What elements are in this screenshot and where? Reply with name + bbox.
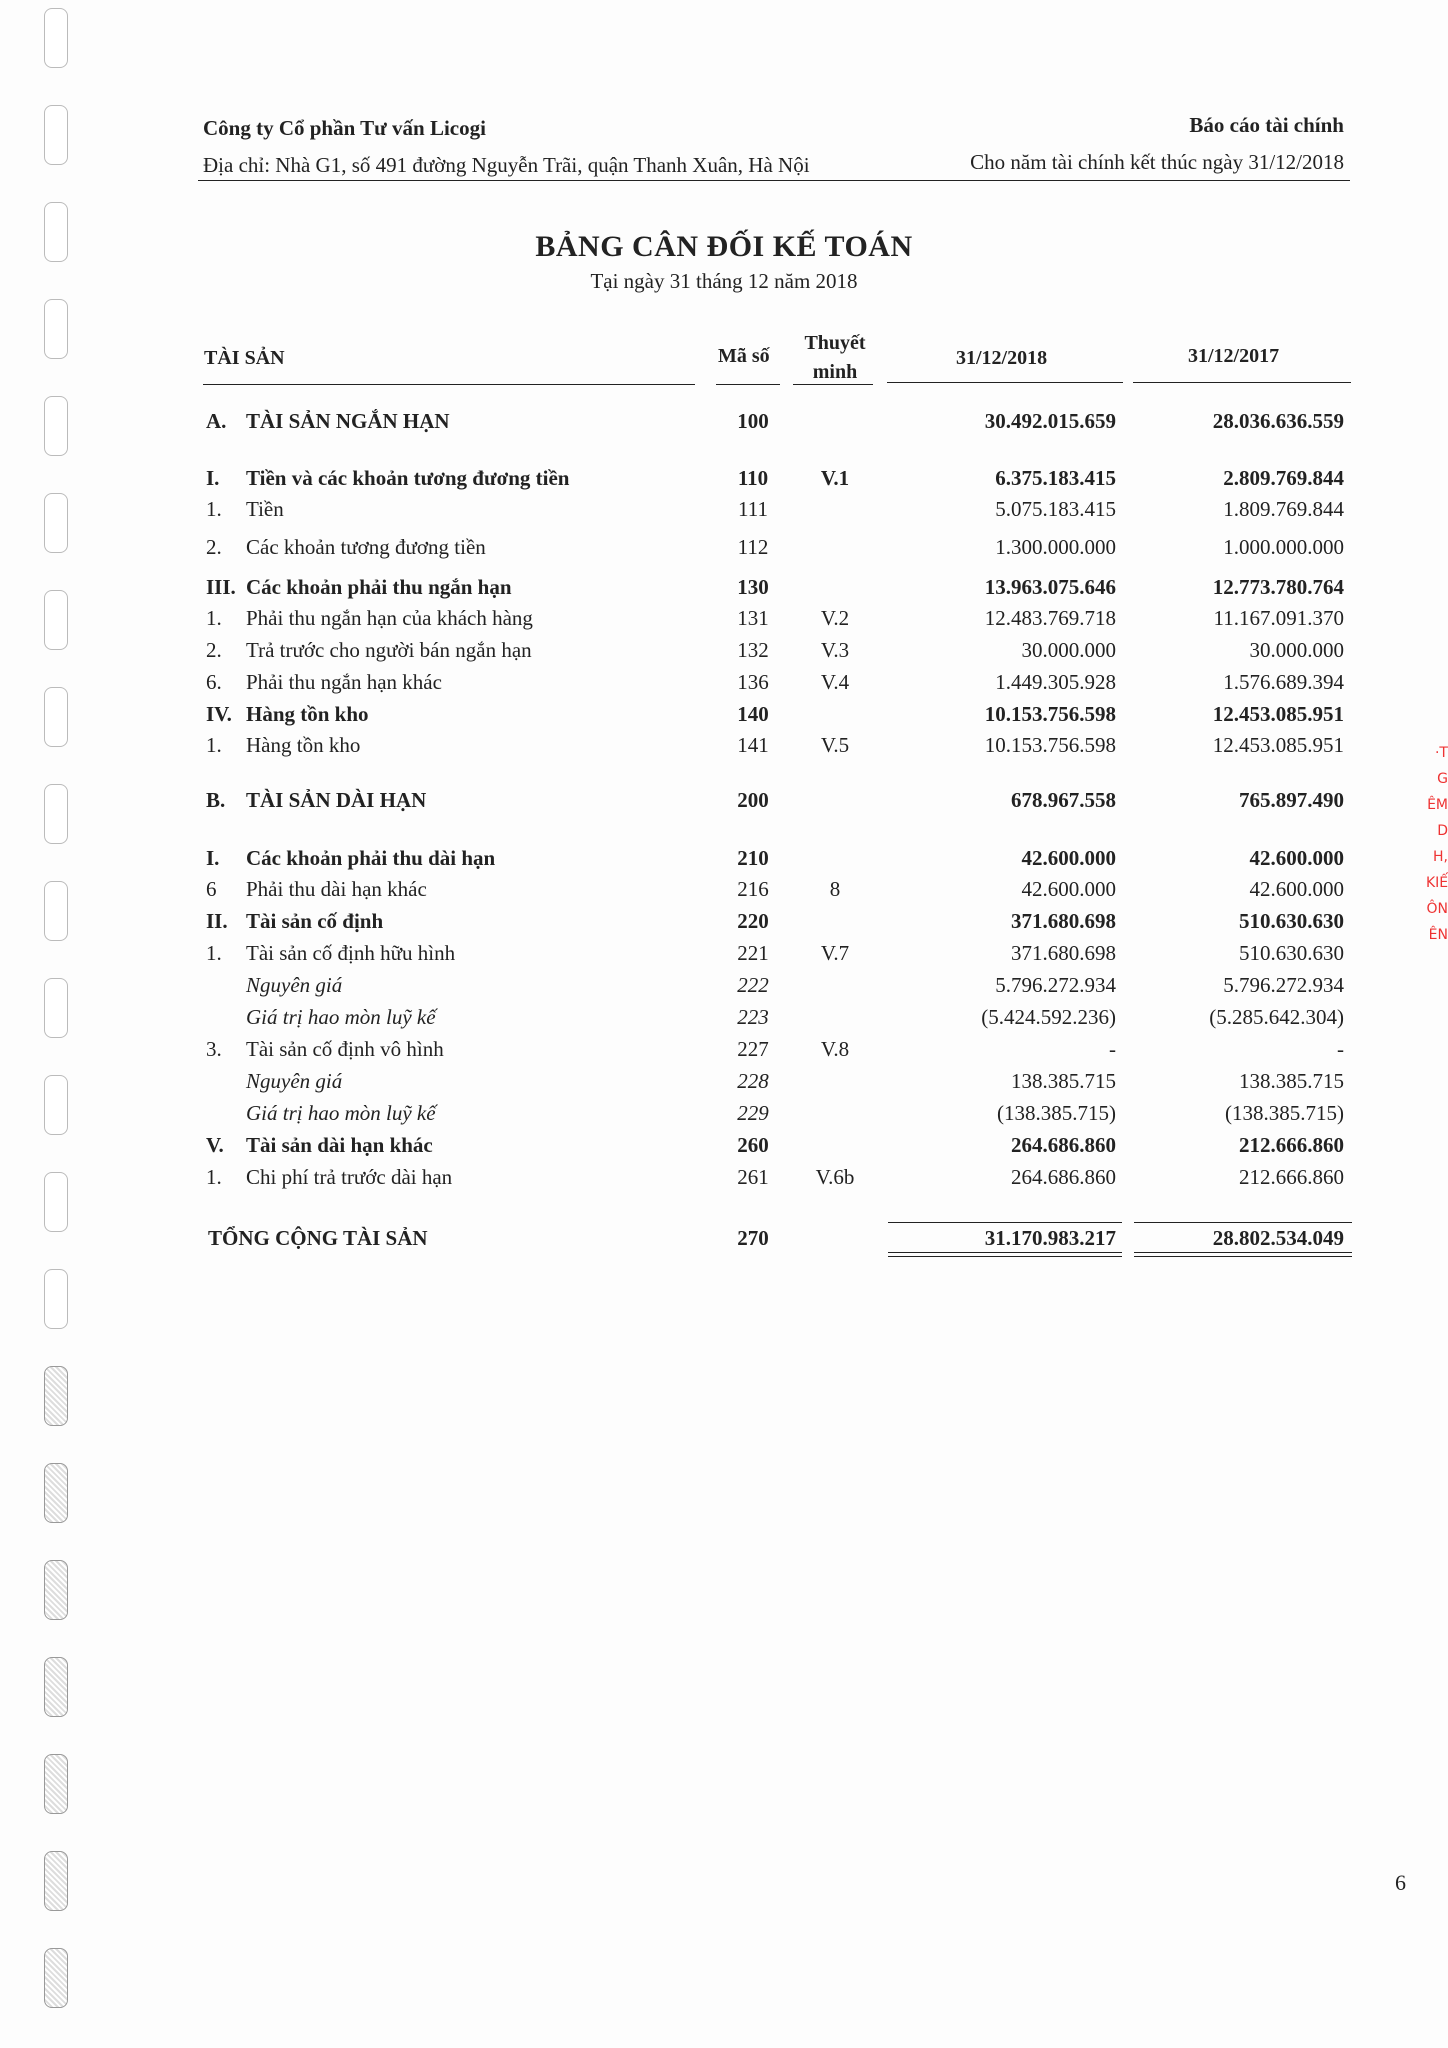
value-2018: (5.424.592.236) <box>981 1005 1116 1029</box>
table-row <box>0 788 1448 816</box>
row-index: 1. <box>206 497 222 521</box>
value-2017: 510.630.630 <box>1239 941 1344 965</box>
value-2017: 12.453.085.951 <box>1212 702 1344 726</box>
col-2017: 31/12/2017 <box>1188 345 1280 367</box>
col-note-underline <box>793 384 873 385</box>
value-2017: 138.385.715 <box>1239 1069 1344 1093</box>
value-2017: 12.773.780.764 <box>1212 575 1344 599</box>
value-2017: (5.285.642.304) <box>1209 1005 1344 1029</box>
row-index: I. <box>206 846 220 870</box>
value-2018: (138.385.715) <box>997 1101 1116 1125</box>
row-label: Hàng tồn kho <box>246 702 369 726</box>
row-index: II. <box>206 909 228 933</box>
row-index: I. <box>206 466 220 490</box>
value-2017: 510.630.630 <box>1239 909 1344 933</box>
row-index: 3. <box>206 1037 222 1061</box>
row-label: Các khoản phải thu dài hạn <box>246 846 496 870</box>
stamp-text: G <box>1437 771 1448 787</box>
col-2018: 31/12/2018 <box>956 347 1048 369</box>
col-note-line2: minh <box>812 361 858 383</box>
value-2018: 12.483.769.718 <box>984 606 1116 630</box>
report-title: Báo cáo tài chính <box>1189 113 1344 137</box>
col-code: Mã số <box>718 345 770 367</box>
row-code: 227 <box>737 1037 769 1061</box>
page-number: 6 <box>1395 1870 1406 1895</box>
table-row <box>0 606 1448 634</box>
row-label: Giá trị hao mòn luỹ kế <box>246 1005 436 1029</box>
row-label: Tài sản cố định hữu hình <box>246 941 456 965</box>
stamp-text: KIẾ <box>1426 875 1448 891</box>
row-label: Tài sản cố định vô hình <box>246 1037 444 1061</box>
table-row <box>0 670 1448 698</box>
stamp-text: ÊM <box>1427 797 1448 813</box>
value-2017: 212.666.860 <box>1239 1133 1344 1157</box>
row-index: B. <box>206 788 226 812</box>
row-index: 1. <box>206 733 222 757</box>
binder-hole <box>44 1463 68 1523</box>
table-row <box>0 466 1448 494</box>
page-title: BẢNG CÂN ĐỐI KẾ TOÁN <box>535 230 913 263</box>
row-code: 228 <box>737 1069 769 1093</box>
stamp-text: ÊN <box>1428 927 1448 943</box>
value-2018: 42.600.000 <box>1021 846 1116 870</box>
row-label: TỔNG CỘNG TÀI SẢN <box>208 1226 428 1250</box>
row-code: 223 <box>737 1005 769 1029</box>
col-note-line1: Thuyết <box>804 332 866 354</box>
value-2018: 10.153.756.598 <box>984 733 1116 757</box>
table-row <box>0 846 1448 874</box>
value-2018: 42.600.000 <box>1021 877 1116 901</box>
row-label: Nguyên giá <box>246 973 343 997</box>
value-2017: 30.000.000 <box>1249 638 1344 662</box>
row-note: 8 <box>829 877 841 901</box>
row-label: Trả trước cho người bán ngắn hạn <box>246 638 532 662</box>
table-row <box>0 497 1448 525</box>
row-code: 220 <box>737 909 769 933</box>
row-code: 130 <box>737 575 769 599</box>
row-label: Tiền và các khoản tương đương tiền <box>246 466 570 490</box>
binder-hole <box>44 1657 68 1717</box>
value-2018: - <box>1109 1037 1116 1061</box>
table-row <box>0 941 1448 969</box>
table-row <box>0 733 1448 761</box>
row-label: Chi phí trả trước dài hạn <box>246 1165 453 1189</box>
row-index: III. <box>206 575 236 599</box>
row-code: 140 <box>737 702 769 726</box>
row-index: 1. <box>206 941 222 965</box>
row-index: A. <box>206 409 227 433</box>
row-note: V.3 <box>820 638 850 662</box>
row-code: 112 <box>737 535 769 559</box>
binder-hole <box>44 105 68 165</box>
total-2017-double-underline <box>1134 1252 1352 1257</box>
col-code-underline <box>716 384 780 385</box>
row-note: V.1 <box>820 466 850 490</box>
col-2018-underline <box>887 382 1123 383</box>
value-2017: 11.167.091.370 <box>1213 606 1344 630</box>
table-row <box>0 1005 1448 1033</box>
table-row <box>0 409 1448 437</box>
value-2017: 765.897.490 <box>1239 788 1344 812</box>
row-label: TÀI SẢN DÀI HẠN <box>246 788 427 812</box>
value-2018: 5.796.272.934 <box>995 973 1116 997</box>
row-code: 141 <box>737 733 769 757</box>
table-row <box>0 909 1448 937</box>
value-2017: 5.796.272.934 <box>1223 973 1344 997</box>
value-2018: 31.170.983.217 <box>984 1226 1116 1250</box>
row-code: 111 <box>738 497 768 521</box>
col-2017-underline <box>1133 382 1351 383</box>
row-label: Giá trị hao mòn luỹ kế <box>246 1101 436 1125</box>
value-2017: 1.000.000.000 <box>1223 535 1344 559</box>
value-2018: 10.153.756.598 <box>984 702 1116 726</box>
binder-hole <box>44 1269 68 1329</box>
table-row <box>0 877 1448 905</box>
row-code: 261 <box>737 1165 769 1189</box>
binder-hole <box>44 8 68 68</box>
row-label: Tài sản cố định <box>246 909 384 933</box>
row-label: Phải thu dài hạn khác <box>246 877 427 901</box>
page-subtitle: Tại ngày 31 tháng 12 năm 2018 <box>590 269 858 293</box>
table-row <box>0 1133 1448 1161</box>
row-label: Các khoản phải thu ngắn hạn <box>246 575 512 599</box>
value-2018: 678.967.558 <box>1011 788 1116 812</box>
value-2017: 1.809.769.844 <box>1223 497 1344 521</box>
row-label: Tài sản dài hạn khác <box>246 1133 433 1157</box>
row-code: 210 <box>737 846 769 870</box>
value-2017: 212.666.860 <box>1239 1165 1344 1189</box>
value-2018: 1.300.000.000 <box>995 535 1116 559</box>
report-period: Cho năm tài chính kết thúc ngày 31/12/2018 <box>970 150 1344 174</box>
value-2017: 28.802.534.049 <box>1212 1226 1344 1250</box>
row-index: 1. <box>206 1165 222 1189</box>
value-2018: 138.385.715 <box>1011 1069 1116 1093</box>
row-label: Nguyên giá <box>246 1069 343 1093</box>
row-code: 200 <box>737 788 769 812</box>
row-code: 131 <box>737 606 769 630</box>
value-2017: 42.600.000 <box>1249 877 1344 901</box>
binder-hole <box>44 1851 68 1911</box>
value-2017: 2.809.769.844 <box>1223 466 1344 490</box>
row-code: 221 <box>737 941 769 965</box>
row-label: TÀI SẢN NGẮN HẠN <box>246 409 450 433</box>
stamp-text: D <box>1437 823 1448 839</box>
table-row <box>0 702 1448 730</box>
binder-hole <box>44 1366 68 1426</box>
value-2018: 30.000.000 <box>1021 638 1116 662</box>
row-code: 260 <box>737 1133 769 1157</box>
row-label: Hàng tồn kho <box>246 733 361 757</box>
value-2018: 30.492.015.659 <box>984 409 1116 433</box>
col-asset-underline <box>203 384 695 385</box>
value-2018: 1.449.305.928 <box>995 670 1116 694</box>
table-row <box>0 638 1448 666</box>
binder-hole <box>44 299 68 359</box>
row-label: Các khoản tương đương tiền <box>246 535 486 559</box>
row-code: 100 <box>737 409 769 433</box>
row-label: Phải thu ngắn hạn khác <box>246 670 442 694</box>
binder-hole <box>44 1948 68 2008</box>
row-code: 132 <box>737 638 769 662</box>
table-row <box>0 1101 1448 1129</box>
company-header <box>203 110 810 184</box>
value-2017: - <box>1337 1037 1344 1061</box>
row-note: V.6b <box>815 1165 855 1189</box>
row-note: V.7 <box>820 941 850 965</box>
value-2018: 5.075.183.415 <box>995 497 1116 521</box>
row-index: 1. <box>206 606 222 630</box>
stamp-text: ÔN <box>1426 901 1448 917</box>
table-row <box>0 575 1448 603</box>
report-header <box>970 107 1344 181</box>
row-code: 216 <box>737 877 769 901</box>
binder-hole <box>44 1754 68 1814</box>
table-row <box>0 1165 1448 1193</box>
value-2017: 28.036.636.559 <box>1212 409 1344 433</box>
value-2017: 42.600.000 <box>1249 846 1344 870</box>
row-code: 229 <box>737 1101 769 1125</box>
row-index: 6 <box>206 877 217 901</box>
row-note: V.4 <box>820 670 850 694</box>
table-row <box>0 1226 1448 1254</box>
table-row <box>0 1069 1448 1097</box>
row-label: Tiền <box>246 497 284 521</box>
value-2018: 371.680.698 <box>1011 909 1116 933</box>
total-2018-topline <box>888 1222 1122 1223</box>
row-note: V.5 <box>820 733 850 757</box>
value-2018: 371.680.698 <box>1011 941 1116 965</box>
table-row <box>0 973 1448 1001</box>
stamp-text: H, <box>1433 849 1448 865</box>
table-row <box>0 1037 1448 1065</box>
company-name: Công ty Cổ phần Tư vấn Licogi <box>203 116 486 140</box>
row-index: 2. <box>206 535 222 559</box>
row-code: 222 <box>737 973 769 997</box>
company-address: Địa chỉ: Nhà G1, số 491 đường Nguyễn Trãi, quận Thanh Xuân, Hà Nội <box>203 153 810 177</box>
row-code: 110 <box>737 466 769 490</box>
stamp-text: ·T <box>1434 745 1448 761</box>
total-2017-topline <box>1134 1222 1352 1223</box>
row-code: 136 <box>737 670 769 694</box>
total-2018-double-underline <box>888 1252 1122 1257</box>
row-index: V. <box>206 1133 224 1157</box>
value-2018: 6.375.183.415 <box>995 466 1116 490</box>
row-code: 270 <box>737 1226 769 1250</box>
row-index: 2. <box>206 638 222 662</box>
binder-hole <box>44 1560 68 1620</box>
col-asset: TÀI SẢN <box>204 347 285 369</box>
row-index: IV. <box>206 702 232 726</box>
row-index: 6. <box>206 670 222 694</box>
table-row <box>0 535 1448 563</box>
row-note: V.2 <box>820 606 850 630</box>
value-2018: 13.963.075.646 <box>984 575 1116 599</box>
row-label: Phải thu ngắn hạn của khách hàng <box>246 606 533 630</box>
value-2017: (138.385.715) <box>1225 1101 1344 1125</box>
value-2018: 264.686.860 <box>1011 1133 1116 1157</box>
row-note: V.8 <box>820 1037 850 1061</box>
header-divider <box>198 180 1350 181</box>
value-2017: 12.453.085.951 <box>1212 733 1344 757</box>
value-2017: 1.576.689.394 <box>1223 670 1344 694</box>
value-2018: 264.686.860 <box>1011 1165 1116 1189</box>
